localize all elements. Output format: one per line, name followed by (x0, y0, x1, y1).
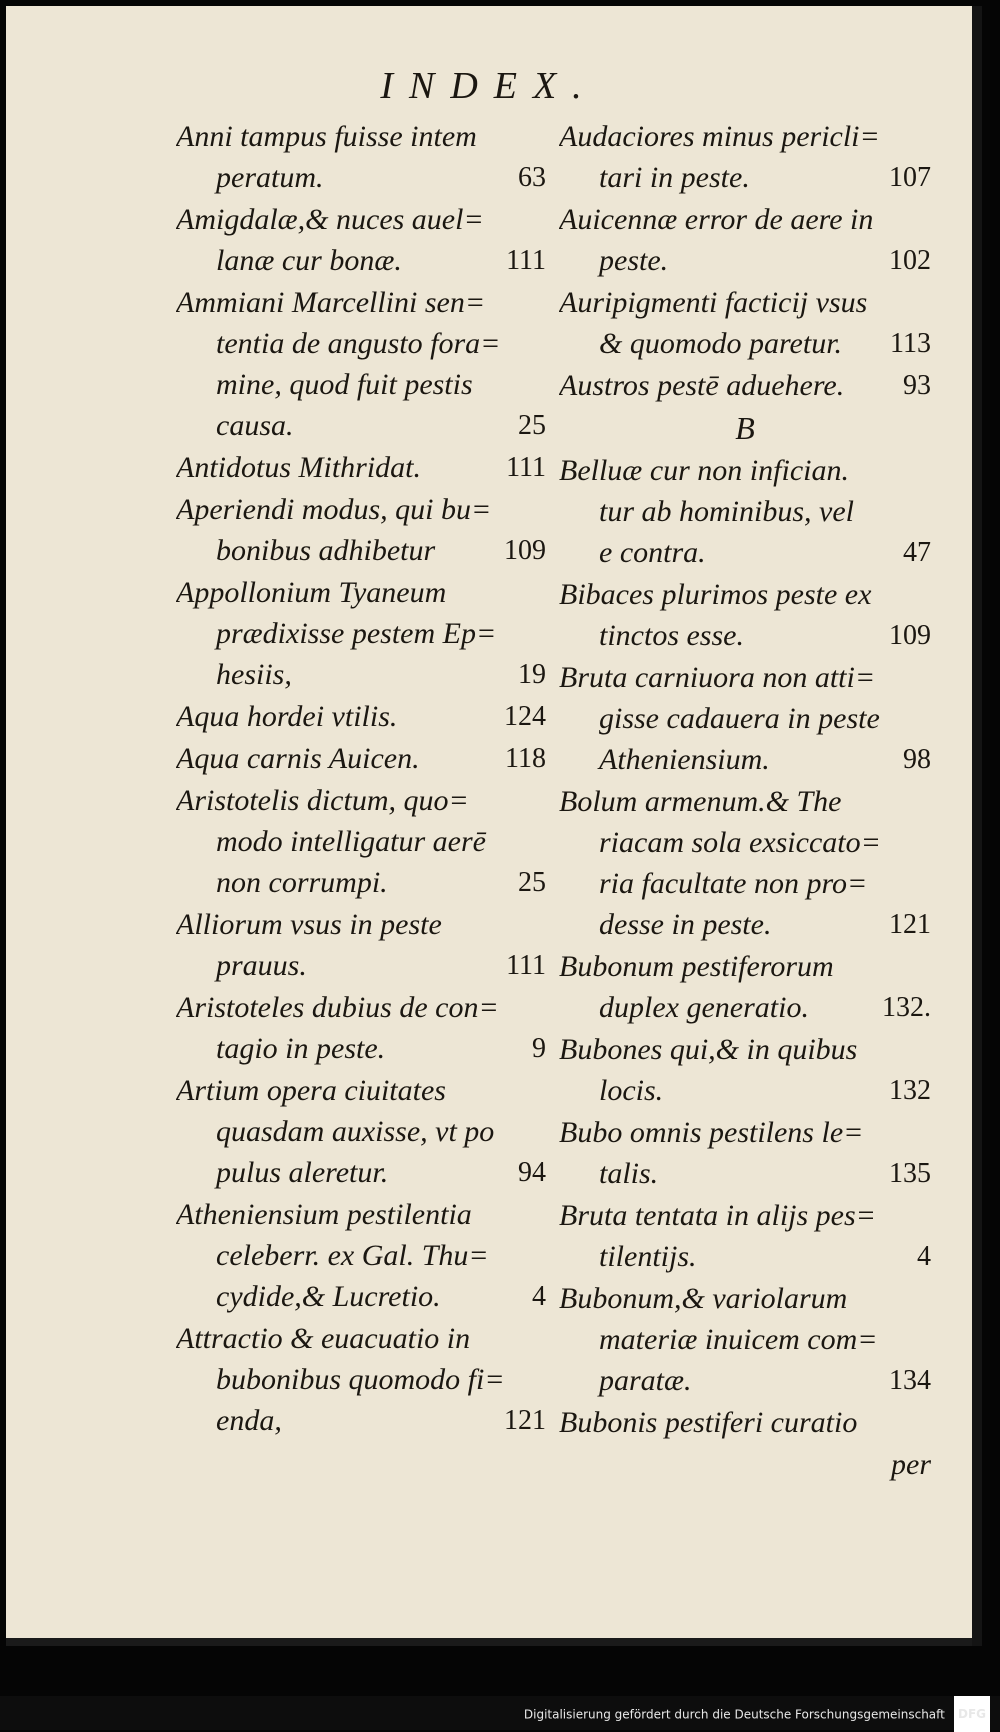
index-entry (559, 450, 931, 573)
entry-line (176, 1400, 546, 1441)
entry-text: enda, (216, 1404, 282, 1437)
entry-line (176, 1111, 546, 1152)
entry-line (176, 1194, 546, 1235)
entry-text: tur ab hominibus, vel (599, 495, 854, 528)
entry-text: Atheniensium pestilentia (176, 1198, 472, 1231)
entry-line (176, 1028, 546, 1069)
dfg-logo: DFG (954, 1696, 990, 1732)
index-entry (176, 572, 546, 695)
entry-line (176, 987, 546, 1028)
entry-line (176, 780, 546, 821)
entry-line (559, 574, 931, 615)
entry-line (559, 199, 931, 240)
entry-text: Bruta tentata in alijs pes= (559, 1199, 876, 1232)
entry-line (176, 572, 546, 613)
entry-text: tentia de angusto fora= (216, 327, 501, 360)
page-number: 109 (889, 620, 931, 651)
page-number: 132 (889, 1075, 931, 1106)
entry-text: riacam sola exsiccato= (599, 826, 881, 859)
index-entry (176, 282, 546, 446)
entry-text: Antidotus Mithridat. (176, 451, 422, 484)
index-entry (176, 489, 546, 571)
entry-text: tari in peste. (599, 161, 750, 194)
entry-line (559, 1112, 931, 1153)
entry-text: Aqua hordei vtilis. (176, 700, 398, 733)
entry-text: Bubonum,& variolarum (559, 1282, 848, 1315)
entry-line (176, 199, 546, 240)
entry-line (559, 615, 931, 656)
entry-text: ria facultate non pro= (599, 867, 868, 900)
entry-line (176, 738, 546, 779)
entry-text: Bubo omnis pestilens le= (559, 1116, 864, 1149)
entry-line (176, 654, 546, 695)
index-entry (176, 1194, 546, 1317)
entry-text: Amigdalæ,& nuces auel= (176, 203, 484, 236)
entry-line (559, 1360, 931, 1401)
entry-line (559, 157, 931, 198)
entry-line (559, 987, 931, 1028)
entry-line (176, 405, 546, 446)
entry-text: Bolum armenum.& The (559, 785, 842, 818)
index-column-left (176, 116, 546, 1442)
entry-line (559, 532, 931, 573)
entry-line (176, 116, 546, 157)
entry-text: materiæ inuicem com= (599, 1323, 878, 1356)
footer-text: Digitalisierung gefördert durch die Deutsche Forschungsgemeinschaft (523, 1707, 945, 1722)
entry-text: Aperiendi modus, qui bu= (176, 493, 492, 526)
index-entry (559, 946, 931, 1028)
entry-text: Bruta carniuora non atti= (559, 661, 876, 694)
entry-line (176, 1235, 546, 1276)
entry-text: Artium opera ciuitates (176, 1074, 446, 1107)
entry-line (559, 240, 931, 281)
entry-line (176, 821, 546, 862)
entry-line (176, 157, 546, 198)
digitization-footer (0, 1696, 1000, 1730)
entry-text: pulus aleretur. (216, 1156, 389, 1189)
entry-text: locis. (599, 1074, 664, 1107)
entry-text: Audaciores minus pericli= (559, 120, 880, 153)
entry-text: quasdam auxisse, vt po (216, 1115, 495, 1148)
index-entry (559, 116, 931, 198)
index-entry (176, 904, 546, 986)
section-letter-text: B (735, 410, 755, 446)
entry-line (559, 450, 931, 491)
page-number: 25 (518, 410, 546, 441)
entry-text: Atheniensium. (599, 743, 770, 776)
index-entry (559, 781, 931, 945)
section-letter (559, 407, 931, 449)
page-number: 111 (506, 950, 546, 981)
entry-text: duplex generatio. (599, 991, 809, 1024)
entry-text: Auicennæ error de aere in (559, 203, 874, 236)
page-number: 9 (532, 1033, 546, 1064)
page-number: 98 (903, 744, 931, 775)
page-number: 121 (504, 1405, 546, 1436)
entry-line (176, 364, 546, 405)
entry-line (176, 282, 546, 323)
catchword (559, 1444, 931, 1485)
page-number: 19 (518, 659, 546, 690)
entry-line (559, 739, 931, 780)
page-number: 121 (889, 909, 931, 940)
entry-text: Ammiani Marcellini sen= (176, 286, 486, 319)
index-entry (559, 1112, 931, 1194)
index-entry (559, 1402, 931, 1443)
entry-line (176, 240, 546, 281)
entry-line (559, 1195, 931, 1236)
entry-text: Auripigmenti facticij vsus (559, 286, 868, 319)
entry-line (559, 1029, 931, 1070)
index-entry (176, 738, 546, 779)
entry-line (559, 1153, 931, 1194)
entry-text: Bibaces plurimos peste ex (559, 578, 872, 611)
index-entry (559, 282, 931, 364)
entry-text: Aristoteles dubius de con= (176, 991, 499, 1024)
page-header: INDEX. (380, 65, 598, 107)
index-entry (176, 1318, 546, 1441)
entry-text: paratæ. (599, 1364, 692, 1397)
index-column-right (559, 116, 931, 1486)
entry-line (559, 1319, 931, 1360)
book-page (6, 6, 982, 1646)
entry-text: tagio in peste. (216, 1032, 386, 1065)
entry-text: Bubonis pestiferi curatio (559, 1406, 858, 1439)
entry-line (559, 365, 931, 406)
page-number: 47 (903, 537, 931, 568)
entry-text: causa. (216, 409, 294, 442)
index-entry (176, 116, 546, 198)
entry-line (559, 863, 931, 904)
entry-text: e contra. (599, 536, 706, 569)
index-entry (176, 696, 546, 737)
index-entry (559, 657, 931, 780)
entry-line (559, 1402, 931, 1443)
page-number: 63 (518, 162, 546, 193)
entry-line (176, 1359, 546, 1400)
index-entry (559, 365, 931, 406)
entry-text: prædixisse pestem Ep= (216, 617, 497, 650)
entry-text: modo intelligatur aerē (216, 825, 486, 858)
index-entry (176, 447, 546, 488)
page-number: 107 (889, 162, 931, 193)
page-number: 113 (890, 328, 931, 359)
entry-line (176, 489, 546, 530)
entry-line (176, 1276, 546, 1317)
entry-text: non corrumpi. (216, 866, 388, 899)
entry-text: lanæ cur bonæ. (216, 244, 402, 277)
page-number: 111 (506, 452, 546, 483)
entry-text: tinctos esse. (599, 619, 744, 652)
entry-line (176, 696, 546, 737)
page-number: 109 (504, 535, 546, 566)
entry-line (176, 904, 546, 945)
entry-line (559, 323, 931, 364)
entry-text: hesiis, (216, 658, 292, 691)
entry-line (559, 1278, 931, 1319)
page-number: 135 (889, 1158, 931, 1189)
entry-text: Bubonum pestiferorum (559, 950, 834, 983)
index-entry (559, 199, 931, 281)
index-entry (559, 1029, 931, 1111)
entry-text: Belluæ cur non infician. (559, 454, 849, 487)
entry-text: Appollonium Tyaneum (176, 576, 447, 609)
entry-line (559, 116, 931, 157)
entry-text: Aqua carnis Auicen. (176, 742, 420, 775)
entry-line (176, 862, 546, 903)
entry-text: tilentijs. (599, 1240, 697, 1273)
entry-text: Austros pestē aduehere. (559, 369, 845, 402)
page-number: 124 (504, 701, 546, 732)
index-entry (176, 780, 546, 903)
entry-line (176, 613, 546, 654)
entry-line (176, 1070, 546, 1111)
page-number: 4 (532, 1281, 546, 1312)
index-entry (559, 1195, 931, 1277)
entry-text: peste. (599, 244, 669, 277)
page-number: 134 (889, 1365, 931, 1396)
entry-text: mine, quod fuit pestis (216, 368, 473, 401)
entry-line (176, 447, 546, 488)
entry-text: Attractio & euacuatio in (176, 1322, 471, 1355)
entry-line (559, 491, 931, 532)
entry-text: bubonibus quomodo fi= (216, 1363, 505, 1396)
index-entry (176, 1070, 546, 1193)
page-number: 4 (917, 1241, 931, 1272)
entry-line (559, 698, 931, 739)
entry-line (559, 904, 931, 945)
page-number: 93 (903, 370, 931, 401)
index-entry (559, 574, 931, 656)
page-number: 102 (889, 245, 931, 276)
entry-text: celeberr. ex Gal. Thu= (216, 1239, 489, 1272)
entry-text: Aristotelis dictum, quo= (176, 784, 469, 817)
entry-line (559, 781, 931, 822)
entry-text: cydide,& Lucretio. (216, 1280, 441, 1313)
entry-line (176, 323, 546, 364)
entry-text: Alliorum vsus in peste (176, 908, 442, 941)
entry-text: peratum. (216, 161, 324, 194)
entry-text: Bubones qui,& in quibus (559, 1033, 858, 1066)
entry-text: gisse cadauera in peste (599, 702, 880, 735)
page-number: 111 (506, 245, 546, 276)
entry-line (559, 946, 931, 987)
index-entry (176, 987, 546, 1069)
entry-text: bonibus adhibetur (216, 534, 436, 567)
catchword-text: per (891, 1448, 931, 1481)
index-entry (559, 1278, 931, 1401)
entry-line (176, 530, 546, 571)
page-number: 118 (505, 743, 546, 774)
entry-text: & quomodo paretur. (599, 327, 843, 360)
entry-text: talis. (599, 1157, 659, 1190)
entry-line (559, 1236, 931, 1277)
entry-text: Anni tampus fuisse intem (176, 120, 477, 153)
entry-line (176, 1152, 546, 1193)
entry-line (559, 657, 931, 698)
entry-line (176, 1318, 546, 1359)
index-entry (176, 199, 546, 281)
entry-text: desse in peste. (599, 908, 772, 941)
entry-text: prauus. (216, 949, 307, 982)
entry-line (559, 282, 931, 323)
entry-line (559, 822, 931, 863)
page-number: 25 (518, 867, 546, 898)
entry-line (559, 1070, 931, 1111)
entry-line (176, 945, 546, 986)
page-number: 132. (882, 992, 931, 1023)
page-number: 94 (518, 1157, 546, 1188)
